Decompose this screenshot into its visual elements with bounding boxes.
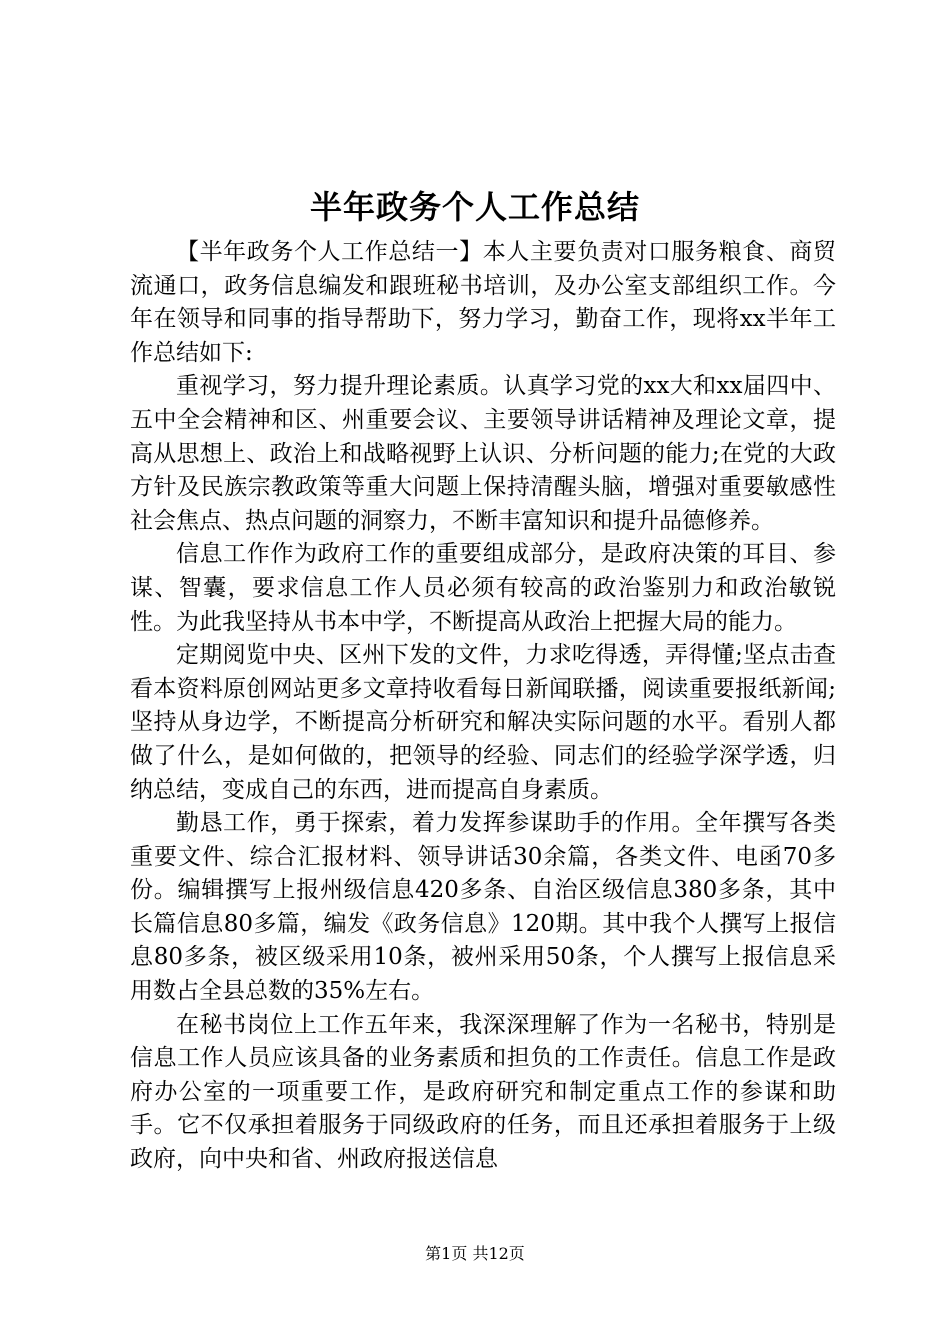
paragraph-3: 信息工作作为政府工作的重要组成部分，是政府决策的耳目、参谋、智囊，要求信息工作人员必须有较高的政治鉴别力和政治敏锐性。为此我坚持从书本中学，不断提高从政治上把握大局的能力。 [130,541,836,635]
page-footer: 第1页 共12页 [425,1244,525,1263]
paragraph-4: 定期阅览中央、区州下发的文件，力求吃得透，弄得懂;坚点击查看本资料原创网站更多文章持收看每日新闻联播，阅读重要报纸新闻;坚持从身边学，不断提高分析研究和解决实际问题的水平。看别人都做了什么，是如何做的，把领导的经验、同志们的经验学深学透，归纳总结，变成自己的东西，进而提高自身素质。 [130,642,836,803]
document-body [130,236,836,1177]
paragraph-1: 【半年政务个人工作总结一】本人主要负责对口服务粮食、商贸流通口，政务信息编发和跟班秘书培训，及办公室支部组织工作。今年在领导和同事的指导帮助下，努力学习，勤奋工作，现将xx半年工作总结如下: [130,239,836,366]
document-title: 半年政务个人工作总结 [309,188,640,226]
paragraph-5: 勤恳工作，勇于探索，着力发挥参谋助手的作用。全年撰写各类重要文件、综合汇报材料、领导讲话30余篇，各类文件、电函70多份。编辑撰写上报州级信息420多条、自治区级信息380多条，其中长篇信息80多篇，编发《政务信息》120期。其中我个人撰写上报信息80多条，被区级采用10条，被州采用50条，个人撰写上报信息采用数占全县总数的35%左右。 [130,810,836,1005]
paragraph-2: 重视学习，努力提升理论素质。认真学习党的xx大和xx届四中、五中全会精神和区、州重要会议、主要领导讲话精神及理论文章，提高从思想上、政治上和战略视野上认识、分析问题的能力;在党的大政方针及民族宗教政策等重大问题上保持清醒头脑，增强对重要敏感性社会焦点、热点问题的洞察力，不断丰富知识和提升品德修养。 [130,373,836,534]
paragraph-6: 在秘书岗位上工作五年来，我深深理解了作为一名秘书，特别是信息工作人员应该具备的业务素质和担负的工作责任。信息工作是政府办公室的一项重要工作，是政府研究和制定重点工作的参谋和助手。它不仅承担着服务于同级政府的任务，而且还承担着服务于上级政府，向中央和省、州政府报送信息 [130,1011,836,1173]
